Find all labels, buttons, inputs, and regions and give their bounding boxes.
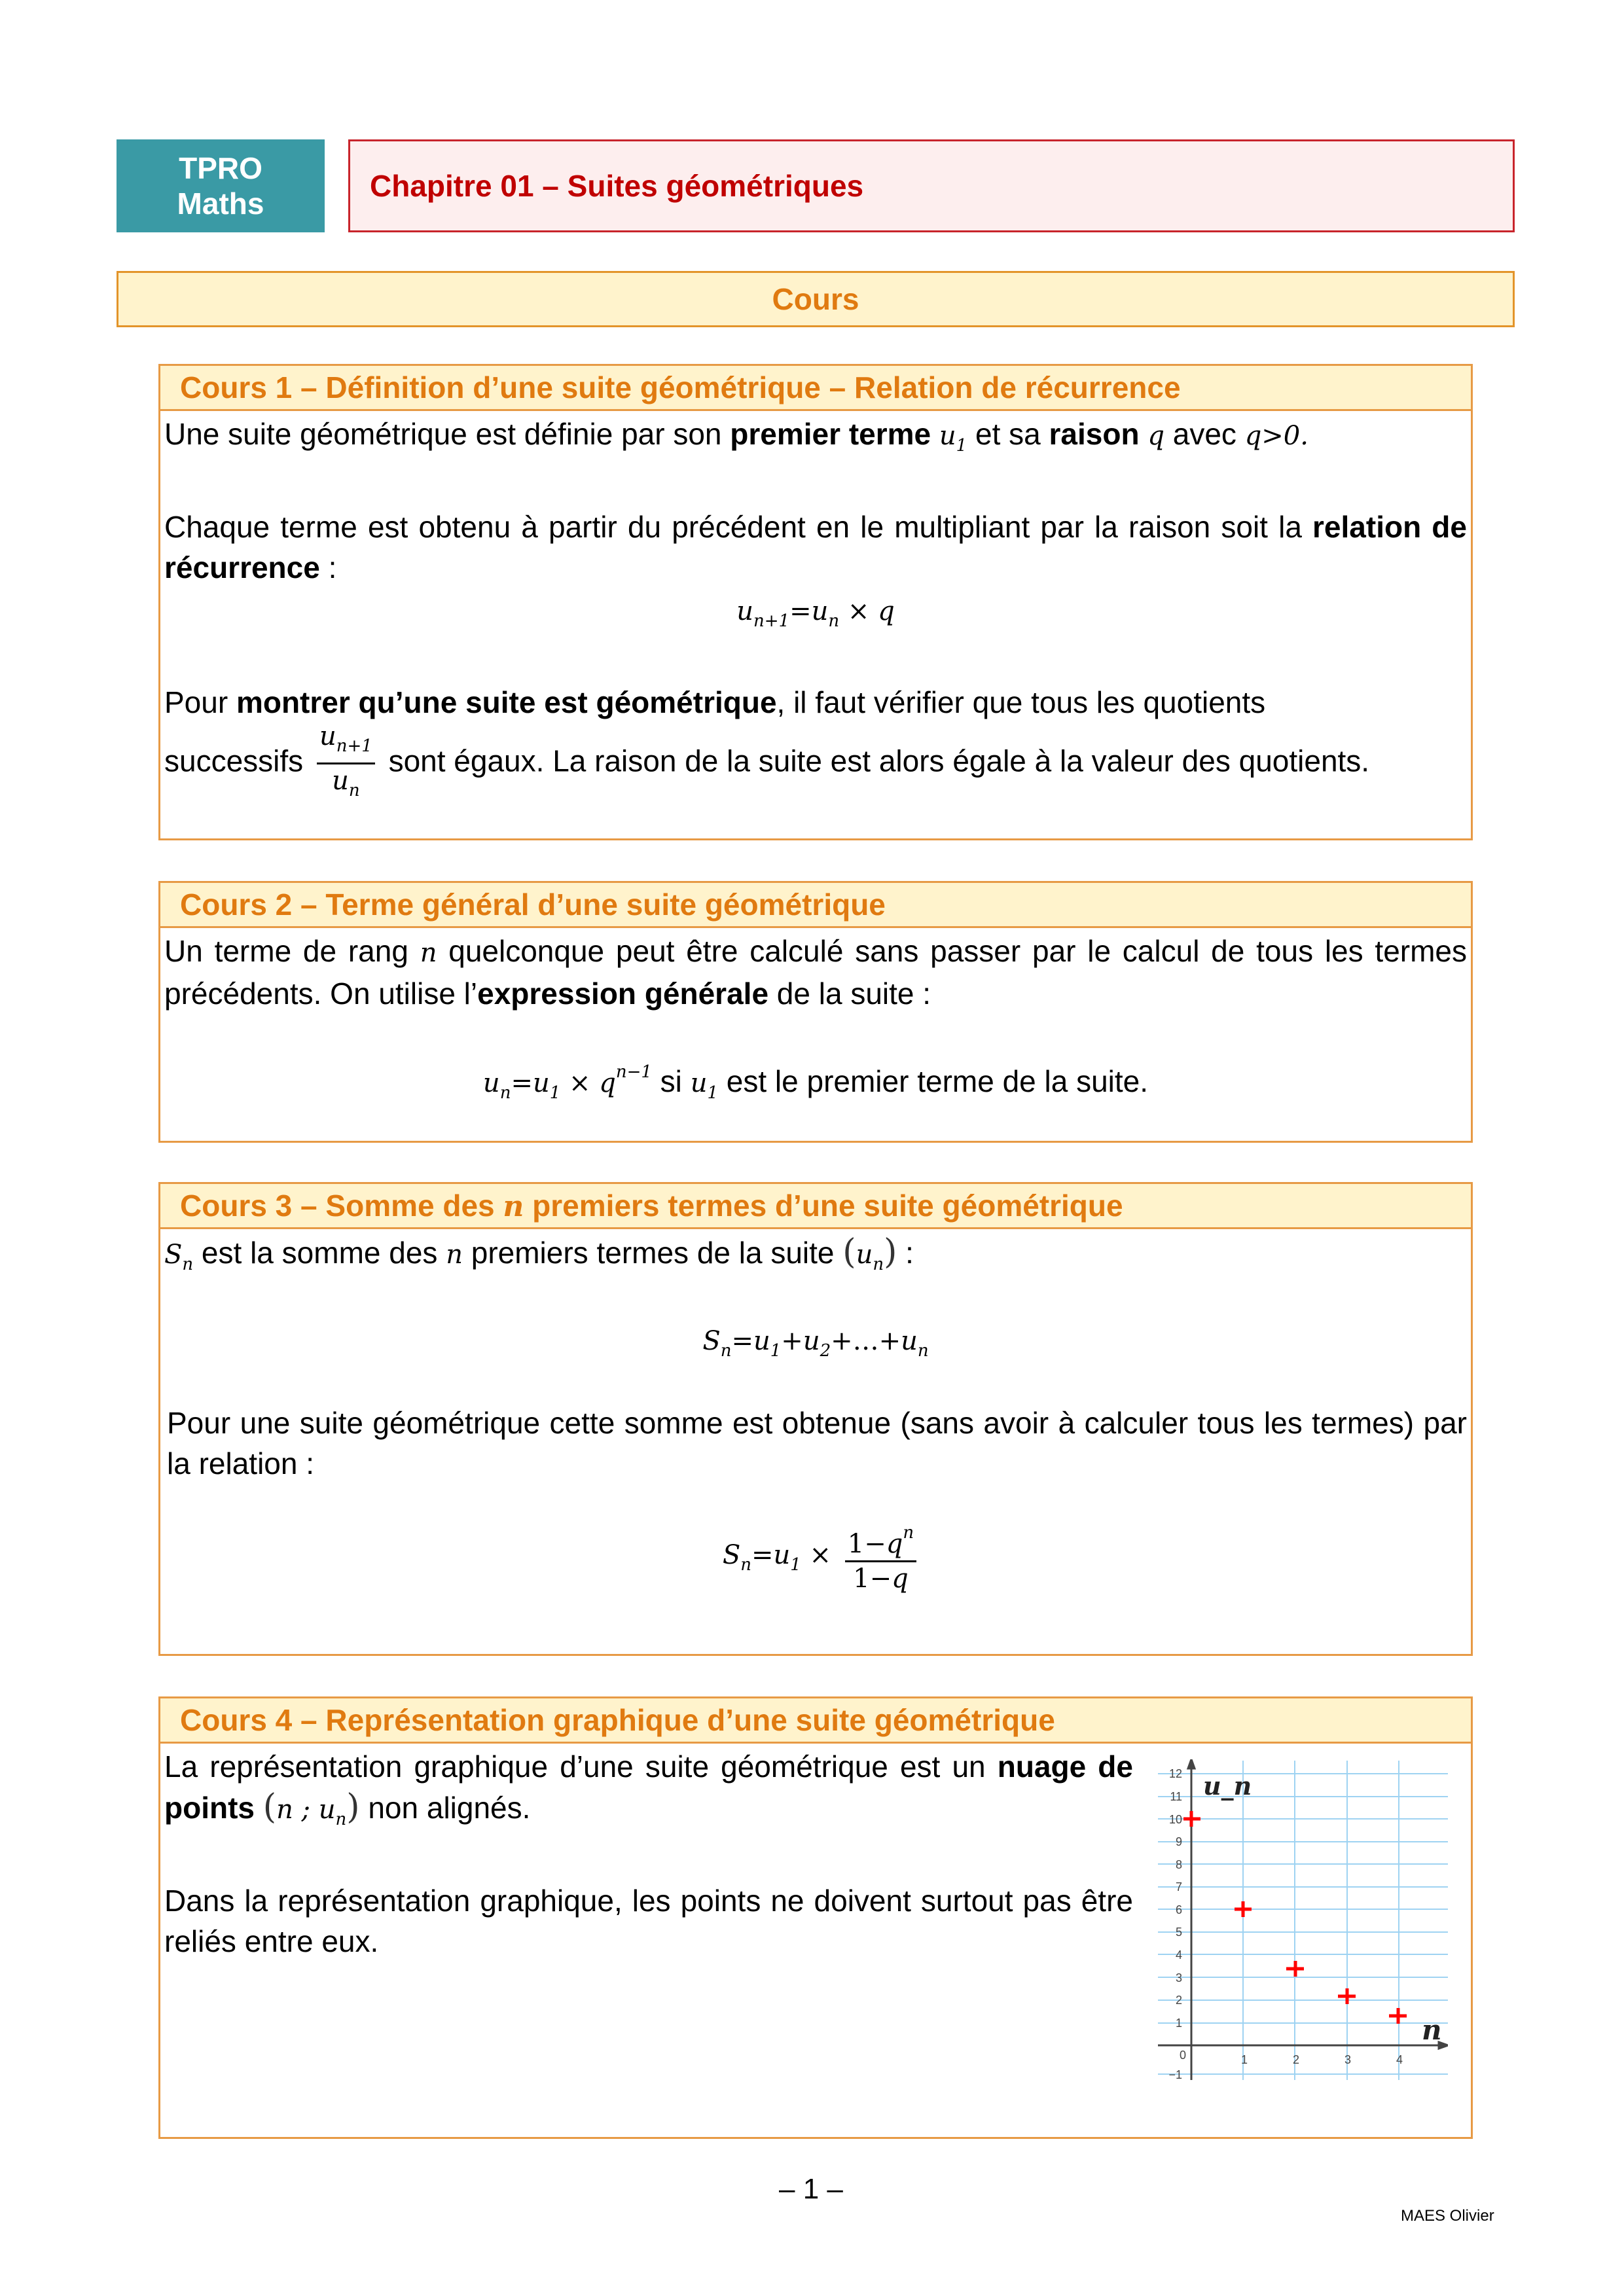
cours-1-box: [158, 364, 1473, 840]
svg-text:1: 1: [1240, 2053, 1248, 2066]
point-n4: [1389, 2008, 1407, 2024]
sequence-scatter-chart: [1147, 1759, 1448, 2113]
text: avec: [1164, 417, 1245, 451]
general-term-paragraph: Un terme de rang n quelconque peut être calculé sans passer par le calcul de tous les termes précédents. On utilise l’expression générale de la suite :: [164, 934, 1467, 1011]
definition-paragraph: [164, 414, 1467, 466]
svg-text:9: 9: [1175, 1835, 1182, 1848]
cours-4-header: [160, 1698, 1471, 1744]
cours-2-box: [158, 881, 1473, 1143]
cours-4-title: Cours 4 – Représentation graphique d’une suite géométrique: [180, 1703, 1055, 1737]
y-axis-label: u_n: [1203, 1771, 1252, 1801]
svg-text:10: 10: [1168, 1813, 1182, 1826]
point-n3: [1338, 1988, 1356, 2004]
text: sont égaux. La raison de la suite est alors égale à la valeur des quotients.: [388, 744, 1370, 778]
quotient-paragraph: [164, 720, 1467, 807]
bold-term: relation de récurrence: [164, 510, 1467, 584]
section-banner-label: Cours: [772, 282, 859, 316]
sum-formula: $S_n=u_1+u_2+\dots+u_n$: [702, 1326, 929, 1361]
sum-definition-paragraph: $S_n$ est la somme des n premiers termes de la suite $(u_n)$ :: [164, 1232, 914, 1274]
svg-text:4: 4: [1175, 1948, 1182, 1962]
recurrence-paragraph: [164, 507, 1467, 588]
text: :: [897, 1236, 914, 1270]
cours-2-header: [160, 883, 1471, 928]
quotient-fraction: $\frac{u_{n+1}}{u_n}$: [317, 720, 375, 807]
proof-paragraph: [164, 682, 1467, 723]
chapter-title: Chapitre 01 – Suites géométriques: [370, 169, 864, 203]
bold-term: montrer qu’une suite est géométrique: [236, 685, 777, 719]
cours-3-title: Cours 3 – Somme des n premiers termes d’une suite géométrique: [180, 1189, 1123, 1223]
no-link-paragraph: Dans la représentation graphique, les points ne doivent surtout pas être reliés entre eux.: [164, 1884, 1133, 1958]
text: si: [651, 1064, 691, 1098]
svg-text:7: 7: [1175, 1880, 1182, 1893]
chapter-title-box: [348, 139, 1515, 232]
x-axis-label: n: [1422, 2014, 1442, 2046]
svg-text:2: 2: [1175, 1994, 1182, 2007]
svg-text:6: 6: [1175, 1903, 1182, 1916]
class-badge: [117, 139, 325, 232]
cours-1-body: [160, 411, 1471, 807]
svg-text:11: 11: [1170, 1790, 1182, 1803]
axes: [1158, 1759, 1448, 2080]
text: Une suite géométrique est définie par son: [164, 417, 731, 451]
text: Un terme de rang: [164, 934, 420, 968]
svg-text:−1: −1: [1168, 2068, 1182, 2081]
graph-paragraph: La représentation graphique d’une suite géométrique est un nuage de points (n ; $u_n$) non alignés.: [164, 1749, 1133, 1829]
cours-3-box: [158, 1182, 1473, 1656]
y-tick-labels: [1168, 1767, 1186, 2081]
bold-term: expression générale: [477, 977, 769, 1011]
text: et sa: [967, 417, 1049, 451]
recurrence-formula: $u_{n+1}=u_n \times q$: [736, 596, 895, 631]
page-number: – 1 –: [779, 2173, 843, 2205]
author-name: MAES Olivier: [1401, 2207, 1494, 2225]
text: , il faut vérifier que tous les quotients: [776, 685, 1266, 719]
cours-1-header: [160, 366, 1471, 411]
text: est la somme des: [193, 1236, 446, 1270]
x-tick-labels: [1241, 2053, 1403, 2066]
svg-text:4: 4: [1396, 2053, 1403, 2066]
svg-text:2: 2: [1292, 2053, 1300, 2066]
text: :: [319, 550, 337, 584]
text: successifs: [164, 744, 304, 778]
svg-text:0: 0: [1179, 2049, 1186, 2062]
text: quelconque peut être calculé sans passer par le calcul de tous les termes précédents. On utilise l’: [164, 934, 1467, 1011]
text: premiers termes de la suite: [462, 1236, 843, 1270]
cours-3-header: [160, 1184, 1471, 1229]
badge-line-1: TPRO: [179, 151, 262, 185]
grid: [1158, 1761, 1448, 2080]
bold-term: raison: [1049, 417, 1140, 451]
bold-term: nuage de points: [164, 1749, 1133, 1825]
svg-text:3: 3: [1175, 1971, 1182, 1984]
cours-4-body: [160, 1744, 1137, 1962]
svg-text:3: 3: [1344, 2053, 1352, 2066]
text: est le premier terme de la suite.: [718, 1064, 1149, 1098]
point-n1: [1235, 1901, 1252, 1917]
svg-text:8: 8: [1175, 1858, 1182, 1871]
point-n0: [1183, 1811, 1200, 1827]
sum-relation-paragraph: Pour une suite géométrique cette somme est obtenue (sans avoir à calculer tous les termes) par la relation :: [167, 1406, 1467, 1480]
math-condition: q>0.: [1244, 421, 1308, 451]
math-u1: $u_1$: [939, 421, 967, 456]
cours-3-body: [160, 1229, 1471, 1595]
text: de la suite :: [768, 977, 931, 1011]
text: Pour: [164, 685, 236, 719]
math-q: q: [1147, 421, 1164, 451]
svg-text:1: 1: [1175, 2017, 1182, 2030]
section-banner: [117, 271, 1515, 327]
svg-text:5: 5: [1175, 1926, 1182, 1939]
text: La représentation graphique d’une suite géométrique est un: [164, 1749, 998, 1784]
text: non alignés.: [359, 1791, 531, 1825]
badge-line-2: Maths: [177, 187, 264, 221]
text: Chaque terme est obtenu à partir du précédent en le multipliant par la raison soit la: [164, 510, 1313, 544]
point-n2: [1286, 1961, 1304, 1977]
geometric-sum-formula: $S_n=u_1$ × $\frac{1-q^n}{1-q}$: [164, 1516, 1467, 1595]
svg-text:12: 12: [1168, 1767, 1182, 1780]
cours-2-title: Cours 2 – Terme général d’une suite géométrique: [180, 888, 886, 922]
cours-1-title: Cours 1 – Définition d’une suite géométrique – Relation de récurrence: [180, 370, 1181, 404]
general-term-formula: $u_n=u_1 \times q^{n-1}$ si $u_1$ est le premier terme de la suite.: [482, 1062, 1149, 1103]
cours-2-body: [160, 928, 1471, 1113]
bold-term: premier terme: [730, 417, 931, 451]
